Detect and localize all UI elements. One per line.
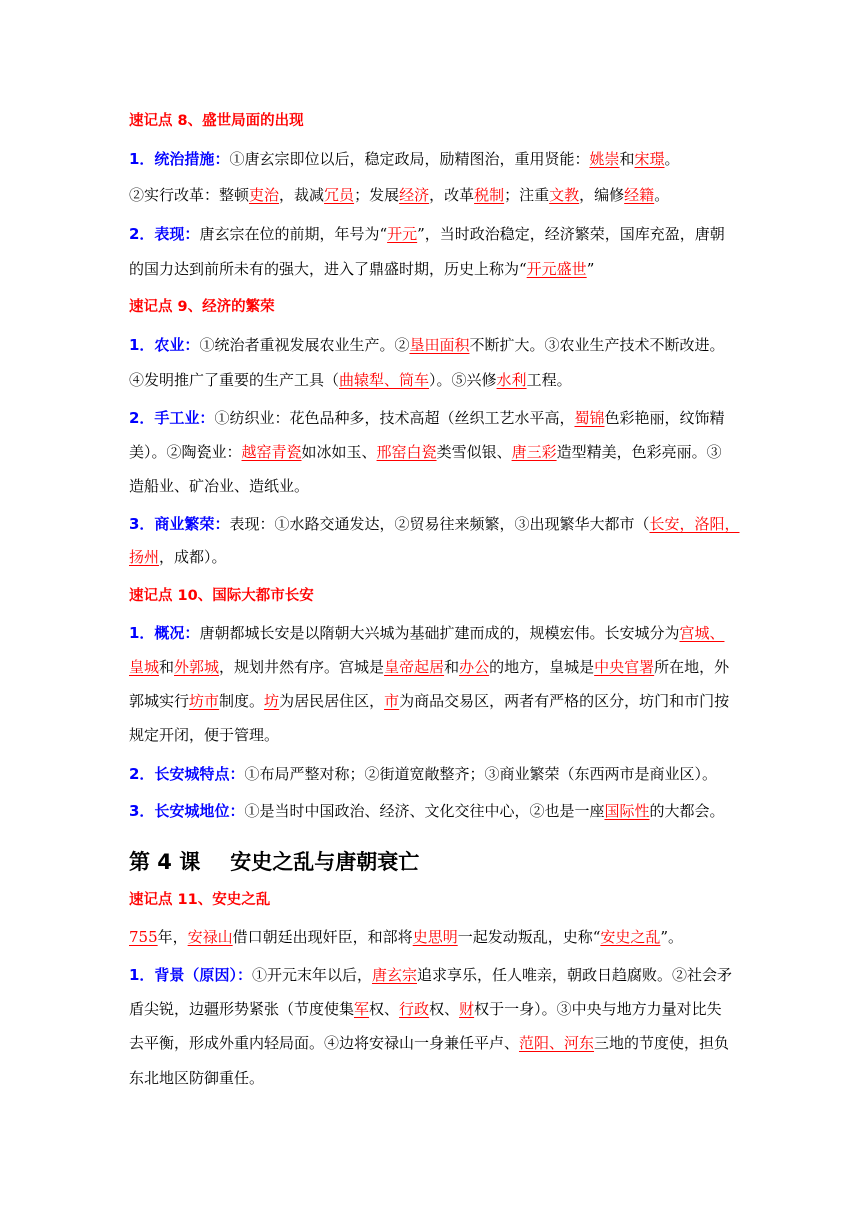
paragraph-line: 皇城和外郭城，规划井然有序。宫城是皇帝起居和办公的地方，皇城是中央官署所在地，外 — [129, 658, 730, 676]
paragraph-line: 755年，安禄山借口朝廷出现奸臣，和部将史思明一起发动叛乱，史称“安史之乱”。 — [129, 928, 684, 946]
paragraph-line: 3．长安城地位：①是当时中国政治、经济、文化交往中心，②也是一座国际性的大都会。 — [129, 802, 725, 820]
lesson-title: 第 4 课 安史之乱与唐朝衰亡 — [129, 850, 420, 874]
paragraph-line: 去平衡，形成外重内轻局面。④边将安禄山一身兼任平卢、范阳、河东三地的节度使，担负 — [129, 1034, 730, 1052]
section-heading: 速记点 11、安史之乱 — [129, 892, 271, 908]
paragraph-line: 1．统治措施：①唐玄宗即位以后，稳定政局，励精图治，重用贤能：姚崇和宋璟。 — [129, 150, 680, 168]
paragraph-line: 扬州，成都）。 — [129, 548, 227, 566]
paragraph-line: 造船业、矿冶业、造纸业。 — [129, 477, 310, 495]
section-heading: 速记点 8、盛世局面的出现 — [129, 113, 304, 129]
paragraph-line: 3．商业繁荣：表现：①水路交通发达，②贸易往来频繁，③出现繁华大都市（长安，洛阳， — [129, 515, 740, 533]
paragraph-line: ④发明推广了重要的生产工具（曲辕犁、筒车）。⑤兴修水利工程。 — [129, 371, 572, 389]
paragraph-line: 2．长安城特点：①布局严整对称；②街道宽敞整齐；③商业繁荣（东西两市是商业区）。 — [129, 765, 717, 783]
paragraph-line: 东北地区防御重任。 — [129, 1069, 265, 1087]
section-heading: 速记点 9、经济的繁荣 — [129, 299, 275, 315]
paragraph-line: 2．表现：唐玄宗在位的前期，年号为“开元”，当时政治稳定，经济繁荣，国库充盈，唐朝 — [129, 225, 725, 243]
paragraph-line: 郭城实行坊市制度。坊为居民居住区，市为商品交易区，两者有严格的区分，坊门和市门按 — [129, 692, 730, 710]
paragraph-line: 规定开闭，便于管理。 — [129, 726, 280, 744]
paragraph-line: 的国力达到前所未有的强大，进入了鼎盛时期，历史上称为“开元盛世” — [129, 260, 595, 278]
section-heading: 速记点 10、国际大都市长安 — [129, 588, 314, 604]
paragraph-line: ②实行改革：整顿吏治，裁减冗员；发展经济，改革税制；注重文教，编修经籍。 — [129, 186, 670, 204]
paragraph-line: 1．农业：①统治者重视发展农业生产。②垦田面积不断扩大。③农业生产技术不断改进。 — [129, 336, 725, 354]
paragraph-line: 美）。②陶瓷业：越窑青瓷如冰如玉、邢窑白瓷类雪似银、唐三彩造型精美，色彩亮丽。③ — [129, 443, 722, 461]
paragraph-line: 1．概况：唐朝都城长安是以隋朝大兴城为基础扩建而成的，规模宏伟。长安城分为宫城、 — [129, 624, 725, 642]
paragraph-line: 2．手工业：①纺织业：花色品种多，技术高超（丝织工艺水平高，蜀锦色彩艳丽，纹饰精 — [129, 409, 725, 427]
paragraph-line: 1．背景（原因）：①开元末年以后，唐玄宗追求享乐，任人唯亲，朝政日趋腐败。②社会矛 — [129, 966, 732, 984]
paragraph-line: 盾尖锐，边疆形势紧张（节度使集军权、行政权、财权于一身）。③中央与地方力量对比失 — [129, 1000, 722, 1018]
